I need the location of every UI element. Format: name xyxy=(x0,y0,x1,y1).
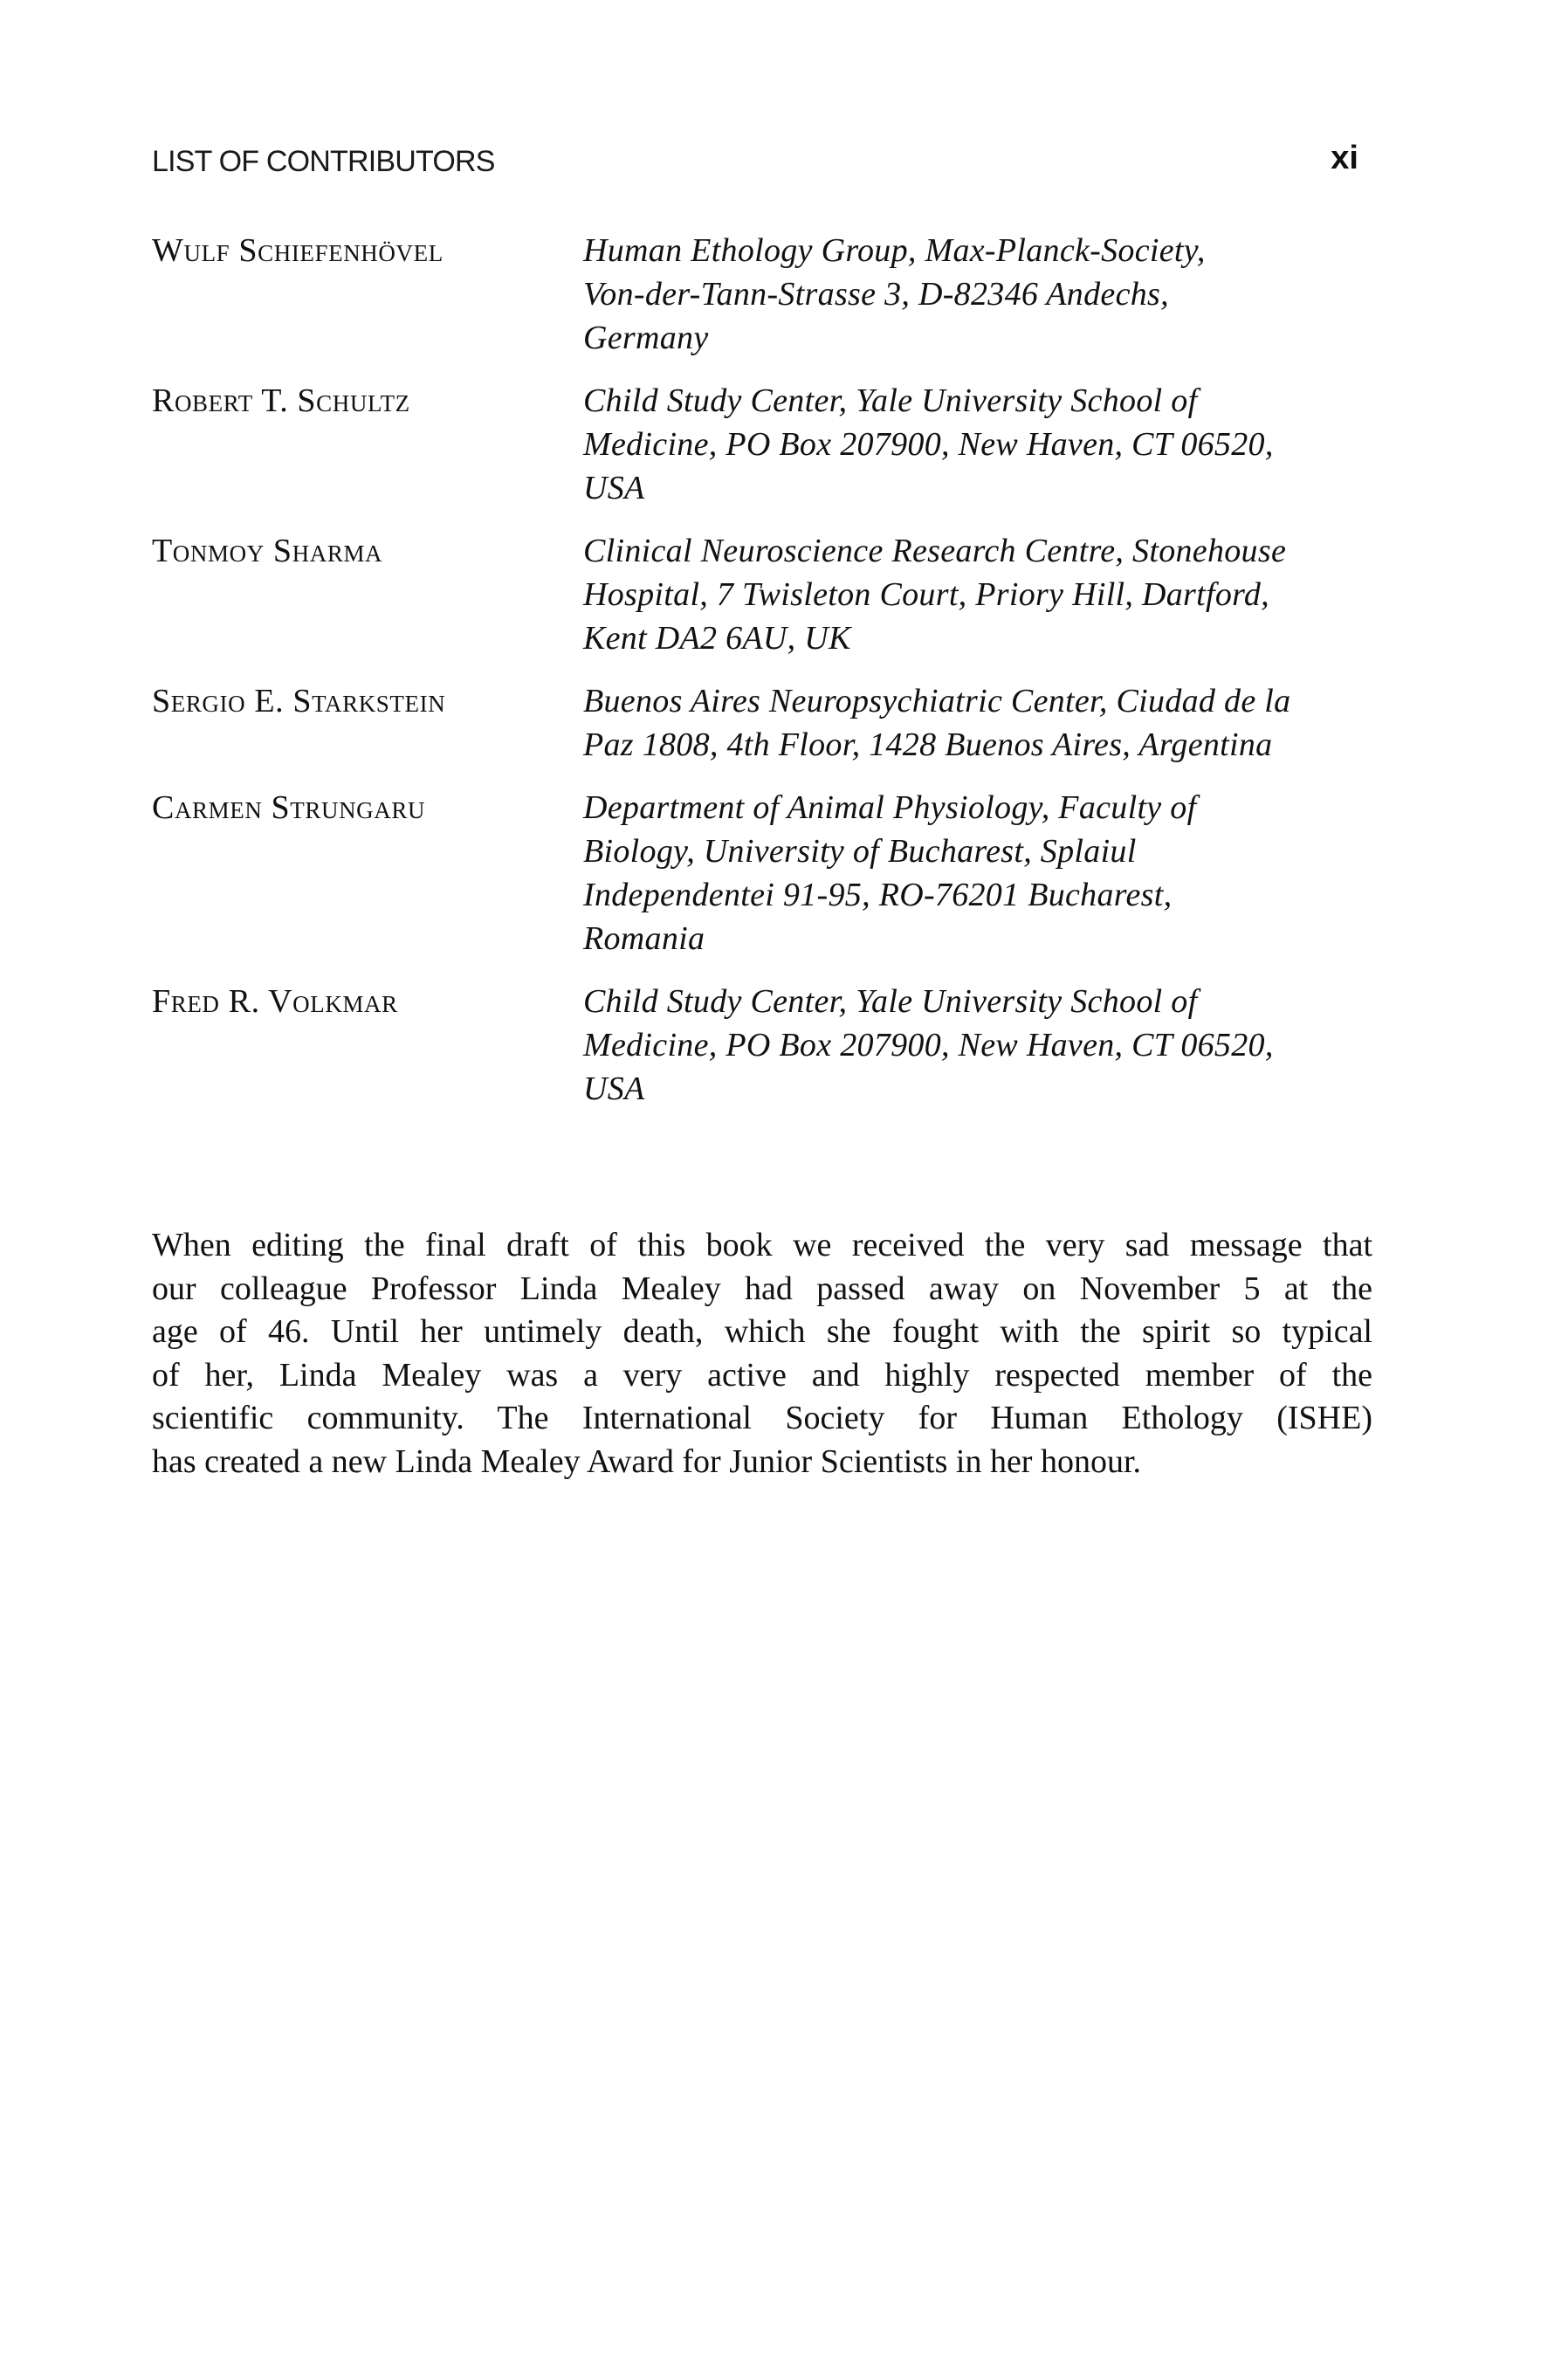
affiliation-line: Child Study Center, Yale University School of xyxy=(583,382,1198,419)
section-label: LIST OF CONTRIBUTORS xyxy=(152,145,495,178)
contributor-name: Carmen Strungaru xyxy=(152,789,426,826)
page-number: xi xyxy=(1331,140,1358,176)
affiliation-line: Germany xyxy=(583,320,709,356)
contributor-affiliation xyxy=(583,229,1369,360)
contributor-affiliation xyxy=(583,786,1369,960)
affiliation-line: Department of Animal Physiology, Faculty of xyxy=(583,789,1197,826)
running-head xyxy=(152,140,1367,183)
affiliation-line: Hospital, 7 Twisleton Court, Priory Hill, Dartford, xyxy=(583,576,1269,613)
affiliation-line: Paz 1808, 4th Floor, 1428 Buenos Aires, Argentina xyxy=(583,726,1273,763)
affiliation-line: Kent DA2 6AU, UK xyxy=(583,620,851,657)
affiliation-line: Human Ethology Group, Max-Planck-Society, xyxy=(583,232,1206,269)
memorial-line: When editing the final draft of this book we received the very sad message that xyxy=(152,1227,1372,1263)
contributor-affiliation xyxy=(583,980,1369,1111)
contributor-affiliation xyxy=(583,529,1369,660)
affiliation-line: Medicine, PO Box 207900, New Haven, CT 06520, xyxy=(583,426,1274,463)
contributor-name: Robert T. Schultz xyxy=(152,382,410,419)
contributor-list xyxy=(152,229,1374,1130)
affiliation-line: Independentei 91-95, RO-76201 Bucharest, xyxy=(583,877,1173,913)
affiliation-line: Child Study Center, Yale University School of xyxy=(583,983,1198,1020)
contributor-entry xyxy=(152,980,1374,1111)
memorial-line: scientific community. The International Society for Human Ethology (ISHE) xyxy=(152,1400,1372,1436)
contributor-entry xyxy=(152,379,1374,510)
memorial-line: has created a new Linda Mealey Award for Junior Scientists in her honour. xyxy=(152,1442,1142,1480)
contributor-affiliation xyxy=(583,679,1369,767)
affiliation-line: Von-der-Tann-Strasse 3, D-82346 Andechs, xyxy=(583,276,1169,313)
contributor-entry xyxy=(152,229,1374,360)
contributor-entry xyxy=(152,679,1374,767)
memorial-line: age of 46. Until her untimely death, which she fought with the spirit so typical xyxy=(152,1313,1372,1350)
affiliation-line: Biology, University of Bucharest, Splaiul xyxy=(583,833,1137,870)
contributor-entry xyxy=(152,529,1374,660)
contributor-entry xyxy=(152,786,1374,960)
memorial-note xyxy=(152,1224,1372,1483)
affiliation-line: USA xyxy=(583,1070,645,1107)
contributor-name: Sergio E. Starkstein xyxy=(152,683,446,719)
memorial-line: of her, Linda Mealey was a very active and highly respected member of the xyxy=(152,1356,1372,1394)
affiliation-line: Clinical Neuroscience Research Centre, Stonehouse xyxy=(583,533,1287,569)
affiliation-line: Buenos Aires Neuropsychiatric Center, Ciudad de la xyxy=(583,683,1291,719)
contributor-name: Wulf Schiefenhövel xyxy=(152,232,444,269)
affiliation-line: Medicine, PO Box 207900, New Haven, CT 06520, xyxy=(583,1027,1274,1063)
affiliation-line: USA xyxy=(583,470,645,506)
contributor-name: Tonmoy Sharma xyxy=(152,533,383,569)
affiliation-line: Romania xyxy=(583,920,705,957)
memorial-line: our colleague Professor Linda Mealey had passed away on November 5 at the xyxy=(152,1270,1372,1307)
contributor-name: Fred R. Volkmar xyxy=(152,983,398,1020)
contributor-affiliation xyxy=(583,379,1369,510)
